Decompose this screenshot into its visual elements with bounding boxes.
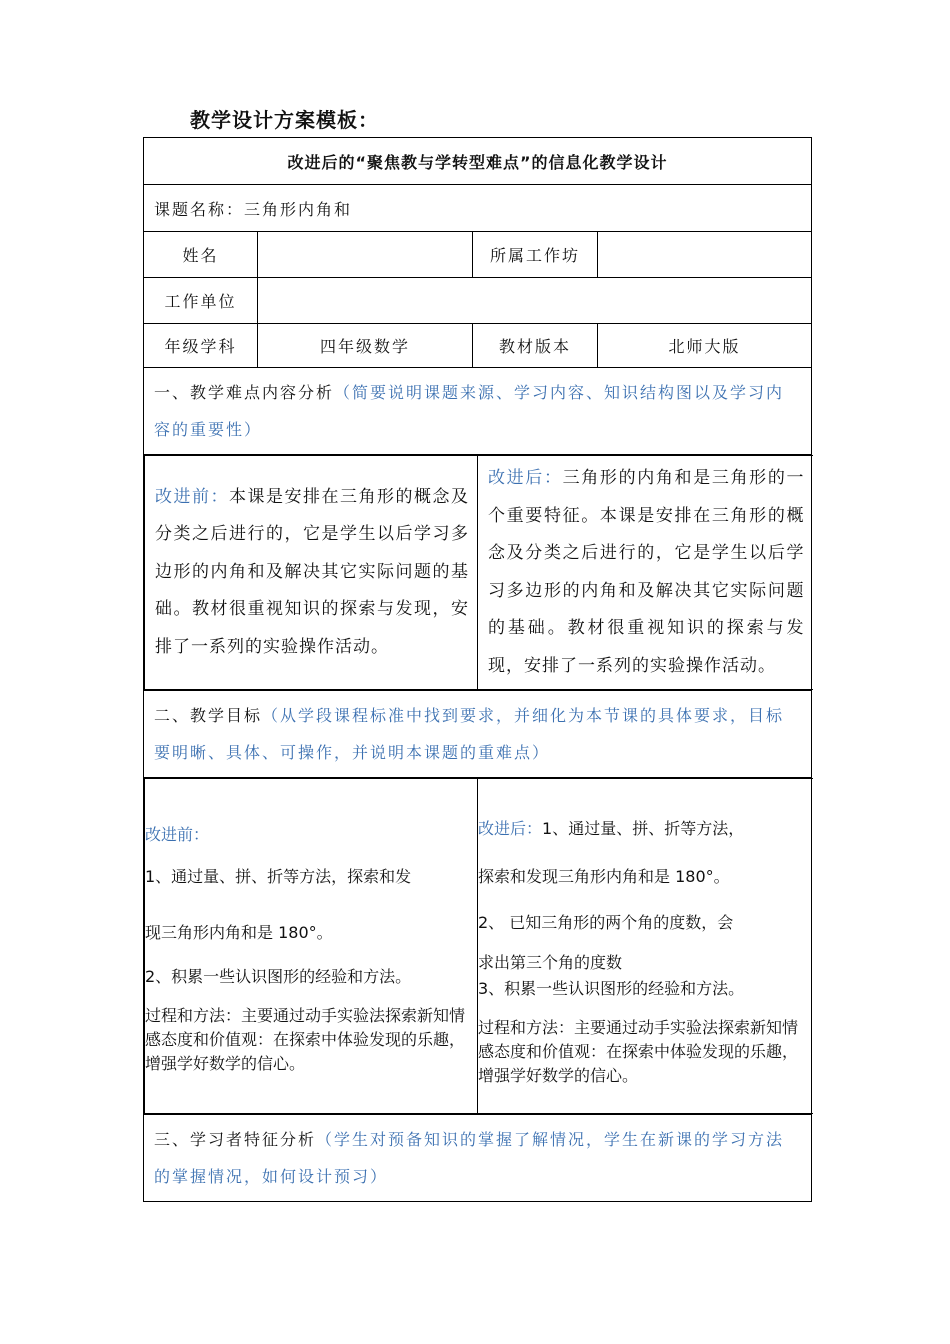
section1-body [144,455,812,691]
section1-before [145,456,478,690]
course-label: 课题名称： [154,199,245,219]
section2-after-process: 过程和方法：主要通过动手实验法探索新知情感态度和价值观：在探索中体验发现的乐趣，增强学好数学的信心。 [478,1018,799,1085]
section2-before-item2: 2、积累一些认识图形的经验和方法。 [145,967,412,986]
section1-title: 一、教学难点内容分析 [154,383,335,402]
name-label: 姓名 [144,232,258,278]
section2-after-tag: 改进后： [478,819,543,838]
section2-hint: （从学段课程标准中找到要求，并细化为本节课的具体要求，目标要明晰、具体、可操作，并说明本课题的重难点） [154,706,785,762]
section2-after-item3: 3、积累一些认识图形的经验和方法。 [478,979,745,998]
section2-after-item1a: 1、通过量、拼、折等方法， [542,819,745,838]
section2-after-item1b: 探索和发现三角形内角和是 180°。 [478,867,730,886]
section1-hint: （简要说明课题来源、学习内容、知识结构图以及学习内容的重要性） [154,383,785,439]
section1-before-tag: 改进前： [155,486,229,507]
edition-label: 教材版本 [473,324,598,368]
section1-after-text: 三角形的内角和是三角形的一个重要特征。本课是安排在三角形的概念及分类之后进行的，它是学生以后学习多边形的内角和及解决其它实际问题的基础。教材很重视知识的探索与发现，安排了一系列的实验操作活动。 [488,468,805,676]
workshop-field[interactable] [598,232,812,278]
grade-label: 年级学科 [144,324,258,368]
name-field[interactable] [258,232,473,278]
section2-after-item2a: 2、 已知三角形的两个角的度数，会 [478,913,734,932]
course-value: 三角形内角和 [244,199,353,219]
design-form-table [143,137,812,1202]
grade-value: 四年级数学 [258,324,473,368]
unit-label: 工作单位 [144,278,258,324]
section1-before-text: 本课是安排在三角形的概念及分类之后进行的，它是学生以后学习多边形的内角和及解决其它实际问题的基础。教材很重视知识的探索与发现，安排了一系列的实验操作活动。 [155,486,469,657]
section1-after [478,456,813,690]
section2-before-item1b: 现三角形内角和是 180°。 [145,923,333,942]
section3-hint: （学生对预备知识的掌握了解情况，学生在新课的学习方法的掌握情况，如何设计预习） [154,1130,785,1186]
section2-body [144,778,812,1115]
section1-after-tag: 改进后： [488,468,563,488]
edition-value: 北师大版 [598,324,812,368]
section2-title: 二、教学目标 [154,706,263,725]
section2-after [478,779,813,1114]
unit-field[interactable] [258,278,812,324]
section2-before-process: 过程和方法：主要通过动手实验法探索新知情感态度和价值观：在探索中体验发现的乐趣，增强学好数学的信心。 [145,1006,466,1073]
section2-before [145,779,478,1114]
workshop-label: 所属工作坊 [473,232,598,278]
section1-header [144,368,812,455]
section2-before-item1a: 1、通过量、拼、折等方法，探索和发 [145,867,412,886]
section2-header [144,691,812,778]
section3-title: 三、学习者特征分析 [154,1130,317,1149]
section3-header [144,1115,812,1202]
table-title: 改进后的“聚焦教与学转型难点”的信息化教学设计 [144,138,812,185]
section2-before-tag: 改进前： [145,825,210,844]
course-row [144,185,812,232]
section2-after-item2b: 求出第三个角的度数 [478,953,623,972]
page-heading: 教学设计方案模板： [190,108,379,132]
